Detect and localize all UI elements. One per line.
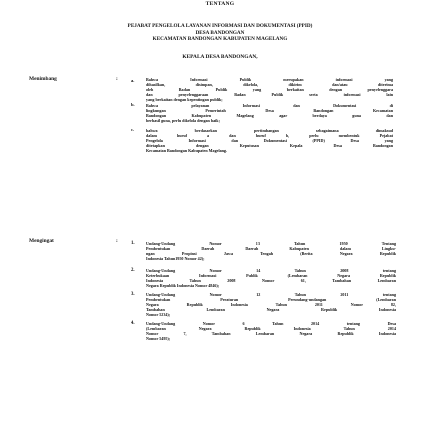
- mengingat-item-4-line: Nomor 5495);: [146, 336, 171, 342]
- menimbang-item-c-line: Pengelola Informasi dan Dokumentasi (PPID) Desa yang: [146, 138, 393, 144]
- mengingat-item-2-line: Indonesia Tahun 2008 Nomor 61, Tambahan Lembaran: [146, 278, 396, 284]
- mengingat-label: Mengingat: [29, 238, 54, 244]
- menimbang-item-c-line: Kecamatan Bandongan Kabupaten Magelang.: [146, 148, 227, 154]
- mengingat-item-1-line: Pembentukan Daerah Daerah Kabupaten dalam Lingku-: [146, 246, 396, 252]
- mengingat-item-1-marker: 1.: [131, 241, 135, 246]
- menimbang-item-a-line: dihasilkan, disimpan, dikelola, dikirim dan/atau diterima: [146, 82, 393, 88]
- menimbang-label: Menimbang: [29, 76, 57, 82]
- menimbang-item-b-line: berhasil guna, perlu dikelola dengan baik;: [146, 118, 220, 124]
- menimbang-item-b-line: Bandongan Kabupaten Magelang agar berdaya guna dan: [146, 113, 393, 119]
- menimbang-item-c-marker: c.: [131, 127, 135, 132]
- menimbang-item-a-line: Bahwa Informasi Publik merupakan informasi yang: [146, 77, 393, 82]
- document-title-line-2: DESA BANDONGAN: [195, 29, 245, 36]
- mengingat-item-1-line: Indonesia Tahun1950 Nomor 42);: [146, 256, 205, 262]
- mengingat-item-3-line: Undang-Undang Nomor 12 Tahun 2011 tentang: [146, 292, 396, 297]
- mengingat-item-1: [146, 241, 396, 261]
- document-title-line-3: KECAMATAN BANDONGAN KABUPATEN MAGELANG: [152, 36, 288, 42]
- mengingat-item-1-line: ngan Propinsi Jawa Tengah (Berita Negara Republik: [146, 251, 396, 257]
- mengingat-item-3-line: Tambahan Lembaran Negara Republik Indonesia: [146, 307, 396, 313]
- mengingat-item-4-marker: 4.: [131, 321, 135, 326]
- mengingat-item-2-marker: 2.: [131, 268, 135, 273]
- menimbang-item-a-line: dan penyelenggaraan Badan Publik serta informasi lain: [146, 92, 393, 98]
- mengingat-item-4-line: Nomor 7, Tambahan Lembaran Negara Republik Indonesia: [146, 331, 396, 337]
- issuing-authority: KEPALA DESA BANDONGAN,: [182, 54, 258, 60]
- document-title-line-1: PEJABAT PENGELOLA LAYANAN INFORMASI DAN DOKUMENTASI (PPID): [127, 23, 313, 29]
- mengingat-item-3: [146, 292, 396, 317]
- menimbang-colon: :: [116, 76, 118, 82]
- menimbang-item-a-marker: a.: [131, 78, 135, 83]
- mengingat-item-2-line: Keterbukaan Informasi Publik (Lembaran Negara Republik: [146, 273, 396, 279]
- mengingat-item-4: [146, 321, 396, 341]
- mengingat-item-3-line: Nomor 5234);: [146, 312, 171, 318]
- mengingat-colon: :: [116, 238, 118, 244]
- mengingat-item-4-line: (Lembaran Negara Republik Indonesia Tahun 2014: [146, 326, 396, 332]
- menimbang-item-a: [146, 77, 393, 102]
- mengingat-item-3-marker: 3.: [131, 292, 135, 297]
- mengingat-item-2-line: Negara Republik Indonesia Nomor 4846);: [146, 283, 220, 289]
- menimbang-item-a-line: oleh Badan Publik yang berkaitan dengan penyelenggara: [146, 87, 393, 93]
- menimbang-item-a-line: yang berkaitan dengan kepentingan publik;: [146, 97, 223, 103]
- menimbang-item-b-line: lingkungan Pemerintah Desa Bandongan Kecamatan: [146, 108, 393, 114]
- mengingat-item-3-line: Pembentukan Peraturan Perundang-undangan (Lembaran: [146, 297, 396, 303]
- menimbang-item-b: [146, 103, 393, 123]
- mengingat-item-4-line: Undang-Undang Nomor 6 Tahun 2014 tentang Desa: [146, 321, 396, 326]
- menimbang-item-c: [146, 128, 393, 153]
- mengingat-item-2: [146, 268, 396, 288]
- mengingat-item-1-line: Undang-Undang Nomor 13 Tahun 1950 Tentang: [146, 241, 396, 246]
- menimbang-item-b-marker: b.: [131, 102, 135, 107]
- mengingat-item-2-line: Undang-Undang Nomor 14 Tahun 2008 tentang: [146, 268, 396, 273]
- menimbang-item-c-line: ditetapkan dengan Keputusan Kepala Desa Bandongan: [146, 143, 393, 149]
- menimbang-item-c-line: bahwa berdasarkan pertimbangan sebagaimana dimaksud: [146, 128, 393, 133]
- heading-tentang: TENTANG: [205, 1, 235, 7]
- menimbang-item-c-line: dalam huruf a dan huruf b, perlu membentuk Pejabat: [146, 133, 393, 139]
- mengingat-item-3-line: Negara Republik Indonesia Tahun 2011 Nomor 82,: [146, 302, 396, 308]
- menimbang-item-b-line: Bahwa pelayanan Informasi dan Dokumentasi di: [146, 103, 393, 108]
